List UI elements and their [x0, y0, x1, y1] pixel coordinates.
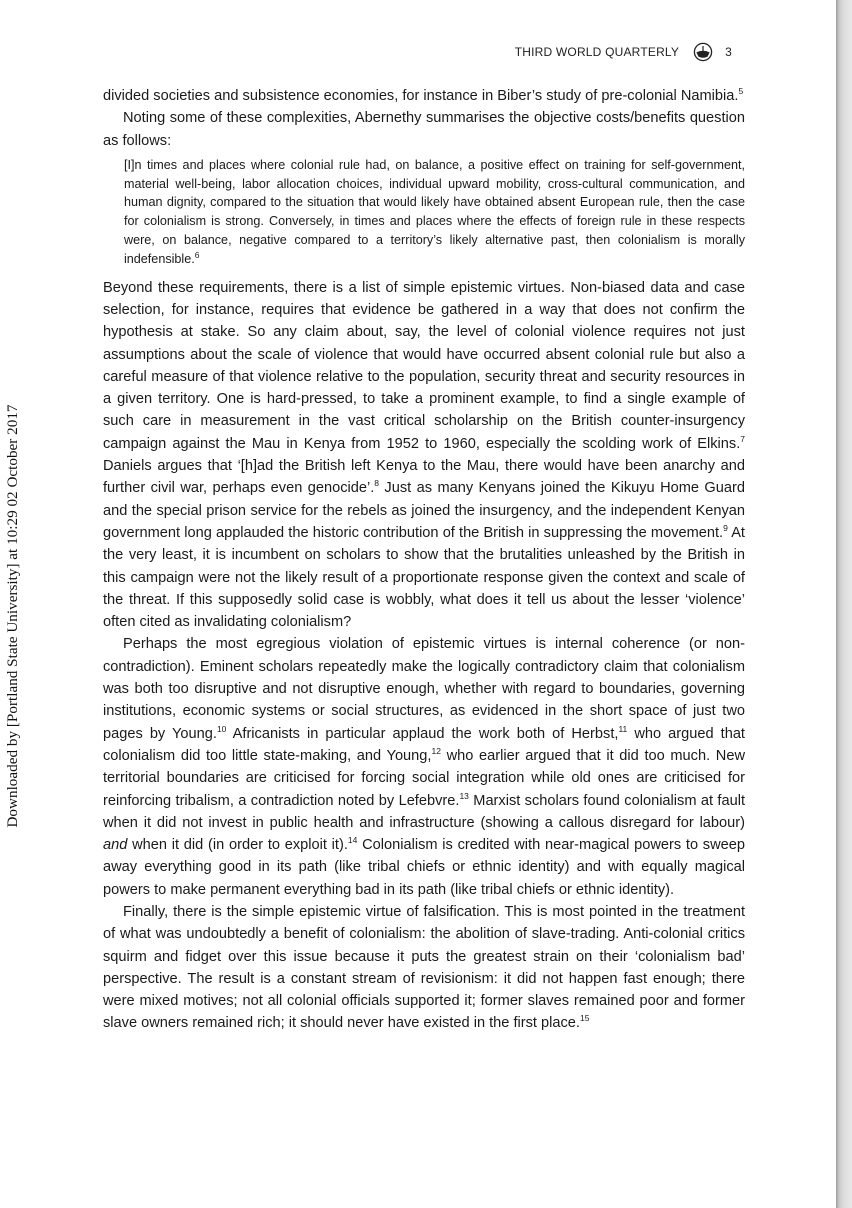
footnote-ref[interactable]: 7 — [740, 433, 745, 444]
download-notice: Downloaded by [Portland State University] at 10:29 02 October 2017 — [4, 404, 21, 828]
page-number: 3 — [725, 45, 732, 59]
paragraph-intro-quote: Noting some of these complexities, Abernethy summarises the objective costs/benefits question as follows: — [103, 110, 745, 149]
paragraph-internal-coherence: Perhaps the most egregious violation of epistemic virtues is internal coherence (or non-contradiction). Eminent scholars repeatedly make the logically contradictory claim that colonialism was both too disruptive and not disruptive enough, whether with regard to boundaries, governing institutions, economic systems or social structures, as evidenced in the short space of just two pages by Young.$^{10}$ Africanists in particular applaud the work both of Herbst,$^{11}$ who argued that colonialism did too little state-making, and Young,$^{12}$ who earlier argued that it did too much. New territorial boundaries are criticised for forcing social integration while old ones are criticised for reinforcing tribalism, a contradiction noted by Lefebvre.$^{13}$ Marxist scholars found colonialism at fault when it did not invest in public health and infrastructure (showing a callous disregard for labour) and when it did (in order to exploit it).$^{14}$ Colonialism is credited with near-magical powers to sweep away everything good in its path (like tribal chiefs or ethnic identity) and with equally magical powers to make permanent everything bad in its path (like tribal chiefs or ethnic identity). — [103, 636, 745, 898]
footnote-ref[interactable]: 11 — [618, 723, 628, 734]
footnote-ref[interactable]: 14 — [347, 835, 358, 846]
emphasis: and — [103, 837, 128, 854]
footnote-ref[interactable]: 8 — [374, 478, 380, 489]
footnote-ref[interactable]: 6 — [194, 249, 200, 260]
paragraph-falsification: Finally, there is the simple epistemic virtue of falsification. This is most pointed in the treatment of what was undoubtedly a benefit of colonialism: the abolition of slave-trading. Anti-colonial critics squirm and fidget over this issue because it puts the greatest strain on their ‘colonialism bad’ perspective. The result is a constant stream of revisionism: it did not happen fast enough; there were mixed motives; not all colonial officials supported it; former slaves remained poor and former slave owners remained rich; it should never have existed in the first place.$^{15}$ — [103, 903, 745, 1032]
paragraph-epistemic-virtues: Beyond these requirements, there is a list of simple epistemic virtues. Non-biased data and case selection, for instance, requires that evidence be gathered in a way that does not confirm the hypothesis at stake. So any claim about, say, the level of colonial violence requires not just assumptions about the scale of violence that would have occurred absent colonial rule but also a careful measure of that violence relative to the population, security threat and security resources in a given territory. One is hard-pressed, to take a prominent example, to find a single example of such care in measurement in the vast critical scholarship on the British counter-insurgency campaign against the Mau in Kenya from 1952 to 1960, especially the scolding work of Elkins.$^7$ Daniels argues that ‘[h]ad the British left Kenya to the Mau, there would have been anarchy and further civil war, perhaps even genocide’.$^8$ Just as many Kenyans joined the Kikuyu Home Guard and the special prison service for the rebels as joined the insurgency, and the independent Kenyan government long applauded the historic contribution of the British in suppressing the movement.$^9$ At the very least, it is incumbent on scholars to show that the brutalities unleashed by the British in this campaign were not the likely result of a proportionate response given the context and scale of the threat. If this supposedly solid case is wobbly, what does it tell us about the lesser ‘violence’ often cited as invalidating colonialism? — [103, 279, 745, 631]
download-sidebar — [4, 386, 22, 846]
footnote-ref[interactable]: 15 — [579, 1013, 590, 1024]
footnote-ref[interactable]: 10 — [216, 723, 227, 734]
footnote-ref[interactable]: 13 — [459, 790, 469, 801]
page-edge-shadow — [836, 0, 852, 1208]
journal-logo-icon — [693, 42, 713, 62]
footnote-ref[interactable]: 9 — [723, 523, 728, 534]
article-body — [103, 85, 745, 1035]
footnote-ref[interactable]: 12 — [431, 746, 441, 757]
running-head — [515, 42, 732, 62]
journal-name: THIRD WORLD QUARTERLY — [514, 45, 680, 59]
paragraph-continuation: divided societies and subsistence economies, for instance in Biber’s study of pre-colonial Namibia.$^5$ — [103, 86, 744, 104]
block-quote: [I]n times and places where colonial rule had, on balance, a positive effect on training for self-government, material well-being, labor allocation choices, individual upward mobility, cross-cultural communication, and human dignity, compared to the situation that would likely have obtained absent European rule, then the case for colonialism is strong. Conversely, in times and places where the effects of foreign rule in these respects were, on balance, negative compared to a territory’s likely alternative past, then colonialism is morally indefensible.$^6$ — [124, 157, 745, 266]
footnote-ref[interactable]: 5 — [738, 86, 744, 97]
